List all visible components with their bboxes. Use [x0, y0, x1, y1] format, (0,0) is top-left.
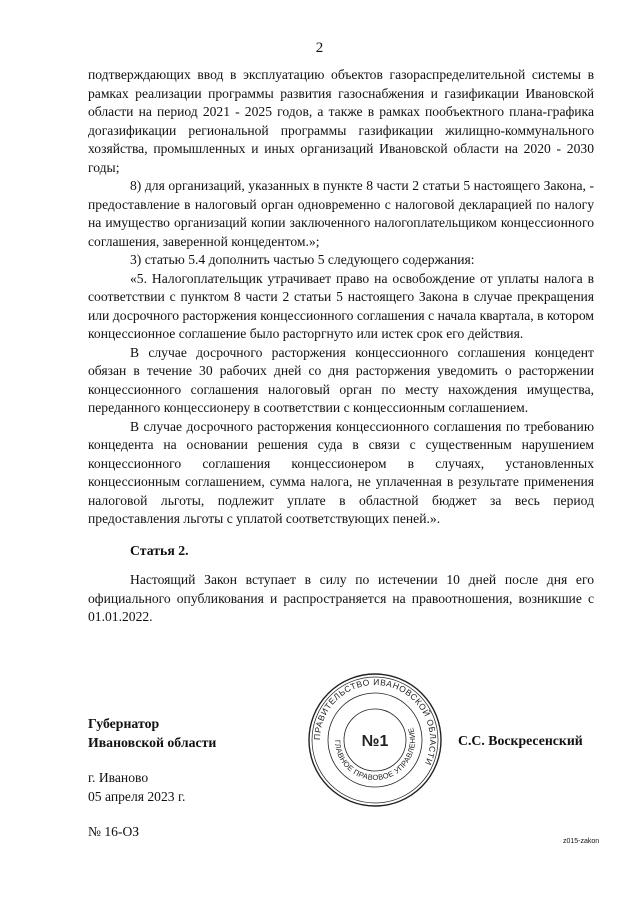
page-number: 2	[315, 40, 324, 56]
paragraph-early-termination: В случае досрочного расторжения концессионного соглашения концедент обязан в течение 30 рабочих дней со дня расторжения уведомить о расторжении концессионного соглашения налоговый орган по месту нахождения имущества, переданного концессионеру в соответствии с концессионным соглашением.	[88, 344, 594, 415]
paragraph-item-8: 8) для организаций, указанных в пункте 8 части 2 статьи 5 настоящего Закона, - предоставление в налоговый орган одновременно с налоговой декларацией по налогу на имущество организаций копии заключенного налогоплательщиком концессионного соглашения, заверенной концедентом.»;	[88, 178, 594, 249]
signature-title-line2: Ивановской области	[88, 734, 217, 750]
seal-center-number: №1	[361, 733, 389, 750]
law-number: № 16-ОЗ	[88, 824, 140, 839]
signature-name: С.С. Воскресенский	[458, 733, 583, 748]
city: г. Иваново	[88, 770, 149, 785]
seal-inner-text: ГЛАВНОЕ ПРАВОВОЕ УПРАВЛЕНИЕ	[332, 726, 418, 783]
official-seal	[305, 670, 445, 810]
paragraph-item-3: 3) статью 5.4 дополнить частью 5 следующего содержания:	[130, 252, 475, 267]
date: 05 апреля 2023 г.	[88, 788, 186, 804]
document-code: z015-zakon	[563, 838, 600, 845]
paragraph-part-5: «5. Налогоплательщик утрачивает право на освобождение от уплаты налога в соответствии с пунктом 8 части 2 статьи 5 настоящего Закона в случае прекращения или досрочного расторжения концессионного соглашения с начала квартала, в котором концессионное соглашение было расторгнуто или истек срок его действия.	[88, 270, 594, 341]
article-heading: Статья 2.	[130, 542, 189, 558]
paragraph-continuation: подтверждающих ввод в эксплуатацию объектов газораспределительной системы в рамках реализации программы развития газоснабжения и газификации Ивановской области на период 2021 - 2025 годов, а также в рамках пообъектного плана-графика догазификации региональной программы газификации жилищно-коммунального хозяйства, промышленных и иных организаций Ивановской области на 2020 - 2030 годы;	[88, 67, 594, 175]
place-date	[88, 769, 185, 806]
paragraph-court-termination: В случае досрочного расторжения концессионного соглашения по требованию концедента на основании решения суда в связи с существенным нарушением концессионного соглашения концессионером в случаях, установленных концессионным соглашением, сумма налога, не уплаченная в результате применения налоговой льготы, подлежит уплате в областной бюджет за весь период предоставления льготы с уплатой соответствующих пеней.».	[88, 418, 594, 526]
signature-title	[88, 715, 216, 752]
document-body	[88, 66, 594, 627]
signature-title-line1: Губернатор	[88, 716, 160, 731]
seal-outer-text: ПРАВИТЕЛЬСТВО ИВАНОВСКОЙ ОБЛАСТИ	[311, 676, 439, 767]
article-text: Настоящий Закон вступает в силу по истечении 10 дней после дня его официального опубликования и распространяется на правоотношения, возникшие с 01.01.2022.	[88, 572, 594, 624]
